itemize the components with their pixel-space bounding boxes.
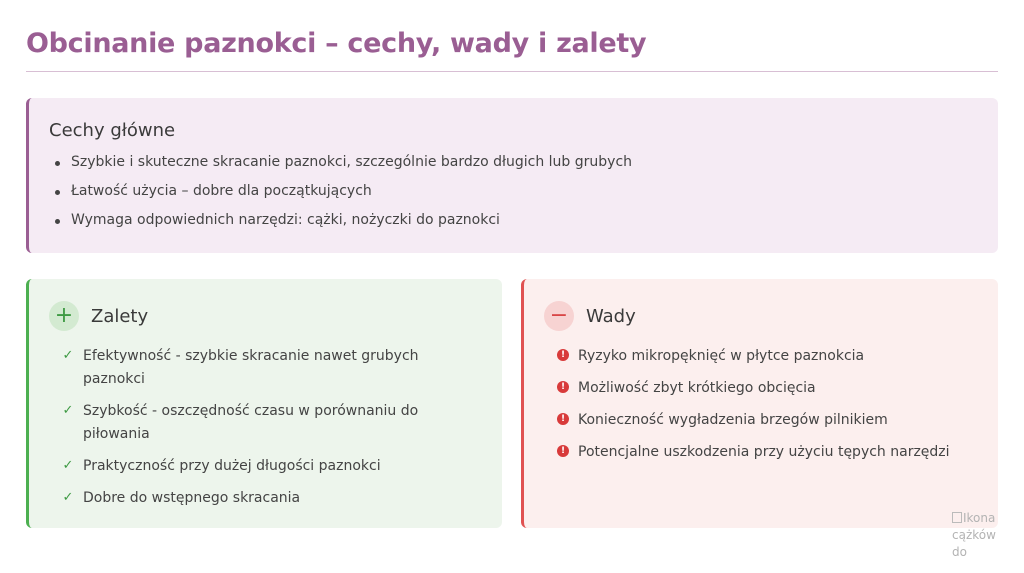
page-title: Obcinanie paznokci – cechy, wady i zalety: [26, 28, 647, 59]
pros-header: [49, 301, 482, 331]
cons-list: [544, 345, 978, 464]
warning-icon: !: [557, 381, 569, 393]
list-item: ✓ Dobre do wstępnego skracania: [62, 489, 301, 506]
list-item: Łatwość użycia – dobre dla początkujących: [49, 182, 998, 201]
list-item: Szybkie i skuteczne skracanie paznokci, szczególnie bardzo długich lub grubych: [49, 153, 998, 172]
broken-image-placeholder: [952, 510, 1004, 570]
broken-image-icon: [952, 512, 962, 523]
list-item: ! Ryzyko mikropęknięć w płytce paznokcia: [556, 345, 978, 368]
warning-icon: !: [557, 413, 569, 425]
list-item: Wymaga odpowiednich narzędzi: cążki, nożyczki do paznokci: [49, 211, 998, 230]
pros-card: [26, 279, 502, 528]
bullet-icon: [55, 219, 60, 224]
warning-icon: !: [557, 445, 569, 457]
main-features-heading: Cechy główne: [49, 120, 176, 141]
list-item: ✓ Szybkość - oszczędność czasu w porównaniu do piłowania: [62, 402, 419, 442]
title-divider: [26, 71, 998, 72]
list-item: ✓ Efektywność - szybkie skracanie nawet grubych paznokci: [62, 347, 419, 387]
check-icon: ✓: [62, 489, 74, 505]
list-item: ! Potencjalne uszkodzenia przy użyciu tępych narzędzi: [556, 441, 978, 464]
warning-icon: !: [557, 349, 569, 361]
cons-header: [544, 301, 978, 331]
bullet-icon: [55, 161, 60, 166]
pros-list: [49, 345, 482, 510]
list-item: ✓ Praktyczność przy dużej długości paznokci: [62, 457, 381, 474]
pros-heading: Zalety: [91, 305, 149, 327]
plus-icon: +: [49, 301, 79, 331]
check-icon: ✓: [62, 457, 74, 473]
list-item: ! Możliwość zbyt krótkiego obcięcia: [556, 377, 978, 400]
minus-icon: −: [544, 301, 574, 331]
cons-heading: Wady: [586, 305, 636, 327]
bullet-icon: [55, 190, 60, 195]
main-features-list: [49, 153, 998, 230]
check-icon: ✓: [62, 402, 74, 418]
check-icon: ✓: [62, 347, 74, 363]
image-alt-text: Ikona cążków do: [952, 511, 996, 559]
main-features-card: [26, 98, 998, 253]
cons-card: [521, 279, 998, 528]
list-item: ! Konieczność wygładzenia brzegów pilnikiem: [556, 409, 978, 432]
